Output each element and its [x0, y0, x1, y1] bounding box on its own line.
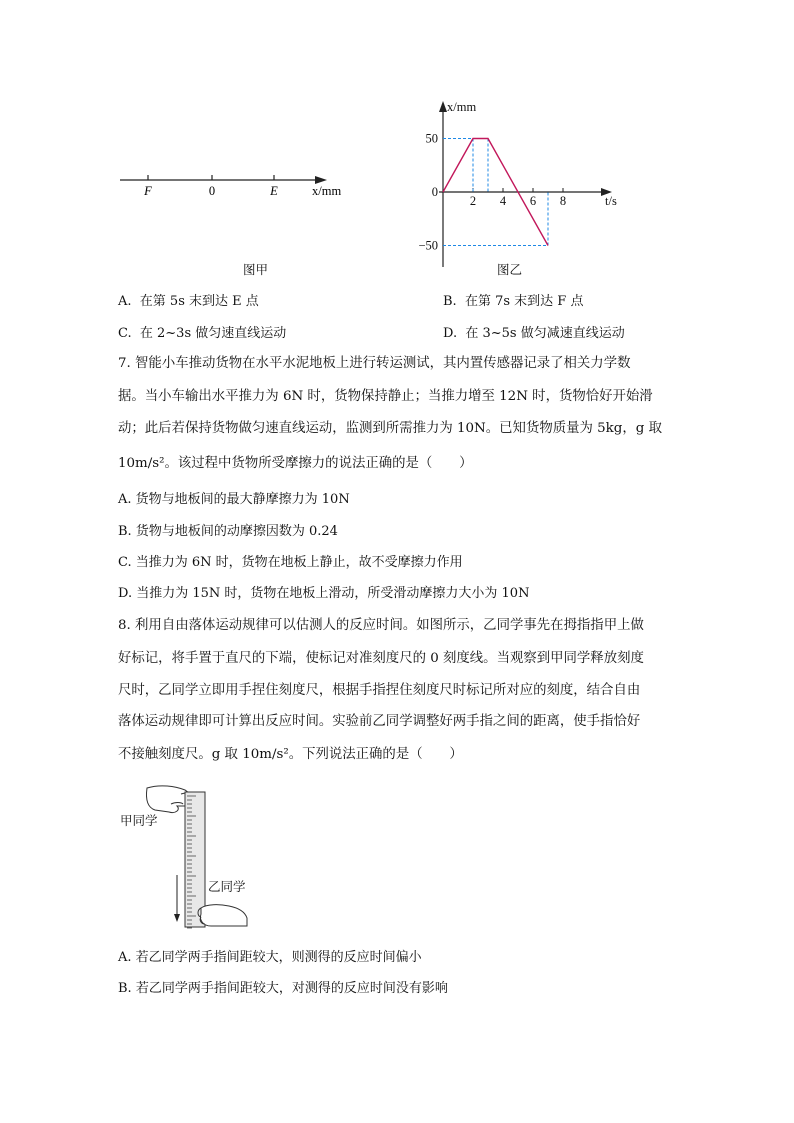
- label-jia-student: 甲同学: [120, 813, 158, 828]
- q7-line-2: 据。当小车输出水平推力为 6N 时，货物保持静止；当推力增至 12N 时，货物恰好开始滑: [118, 389, 653, 404]
- number-line-axis-label: x/mm: [312, 184, 342, 198]
- caption-yi: 图乙: [497, 262, 523, 277]
- q7-option-a: A. 货物与地板间的最大静摩擦力为 10N: [118, 492, 350, 507]
- label-F: F: [144, 184, 152, 198]
- label-yi-student: 乙同学: [208, 879, 246, 894]
- label-0: 0: [208, 184, 216, 198]
- q6-option-c: [118, 322, 286, 341]
- q7-line-1: 7. 智能小车推动货物在水平水泥地板上进行转运测试，其内置传感器记录了相关力学数: [118, 356, 631, 371]
- q7-option-b: B. 货物与地板间的动摩擦因数为 0.24: [118, 524, 338, 539]
- figure-yi-xt-graph: [415, 97, 635, 272]
- x-tick-label-1: 4: [499, 194, 507, 208]
- q6-option-d: [443, 322, 625, 341]
- q6-option-b-letter: B.: [443, 294, 457, 309]
- q8-line-3: 尺时，乙同学立即用手捏住刻度尺，根据手指捏住刻度尺时标记所对应的刻度，结合自由: [118, 683, 641, 698]
- x-axis-label: t/s: [605, 194, 617, 208]
- q6-option-b: [443, 290, 583, 309]
- y-tick-label-2: −50: [418, 238, 438, 253]
- q8-option-a: A. 若乙同学两手指间距较大，则测得的反应时间偏小: [118, 950, 422, 965]
- q7-option-d: D. 当推力为 15N 时，货物在地板上滑动，所受滑动摩擦力大小为 10N: [118, 586, 530, 601]
- caption-jia: 图甲: [243, 262, 269, 277]
- q6-option-d-letter: D.: [443, 326, 458, 341]
- reaction-time-figure: [115, 780, 255, 935]
- x-tick-label-0: 2: [469, 194, 477, 208]
- q7-line-4: 10m/s²。该过程中货物所受摩擦力的说法正确的是（ ）: [118, 456, 473, 471]
- q6-option-c-text: 在 2~3s 做匀速直线运动: [139, 326, 287, 341]
- hand-yi-icon: [198, 905, 247, 926]
- y-tick-label-1: 0: [431, 185, 438, 199]
- q8-line-2: 好标记，将手置于直尺的下端，使标记对准刻度尺的 0 刻度线。当观察到甲同学释放刻度: [118, 651, 644, 666]
- x-tick-label-2: 6: [529, 194, 537, 208]
- q6-option-a: [118, 290, 259, 309]
- q8-line-4: 落体运动规律即可计算出反应时间。实验前乙同学调整好两手指之间的距离，使手指恰好: [118, 714, 641, 729]
- q6-option-a-text: 在第 5s 末到达 E 点: [139, 294, 259, 309]
- xt-axes: [439, 101, 612, 267]
- q6-option-c-letter: C.: [118, 326, 132, 341]
- q8-line-5: 不接触刻度尺。g 取 10m/s²。下列说法正确的是（ ）: [118, 747, 463, 762]
- q6-option-b-text: 在第 7s 末到达 F 点: [464, 294, 584, 309]
- q8-option-b: B. 若乙同学两手指间距较大，对测得的反应时间没有影响: [118, 981, 448, 996]
- y-axis-label: x/mm: [447, 100, 477, 114]
- q7-option-c: C. 当推力为 6N 时，货物在地板上静止，故不受摩擦力作用: [118, 555, 463, 570]
- y-axis-arrow: [439, 101, 447, 112]
- y-tick-label-0: 50: [425, 131, 438, 146]
- x-tick-label-3: 8: [559, 194, 567, 208]
- q6-option-a-letter: A.: [118, 294, 132, 309]
- figure-jia-number-line: [115, 170, 355, 202]
- xt-labels: [418, 100, 617, 253]
- label-E: E: [270, 184, 278, 198]
- q8-line-1: 8. 利用自由落体运动规律可以估测人的反应时间。如图所示，乙同学事先在拇指指甲上做: [118, 618, 644, 633]
- q6-option-d-text: 在 3~5s 做匀减速直线运动: [465, 326, 625, 341]
- q7-line-3: 动；此后若保持货物做匀速直线运动，监测到所需推力为 10N。已知货物质量为 5kg，g 取: [118, 421, 662, 436]
